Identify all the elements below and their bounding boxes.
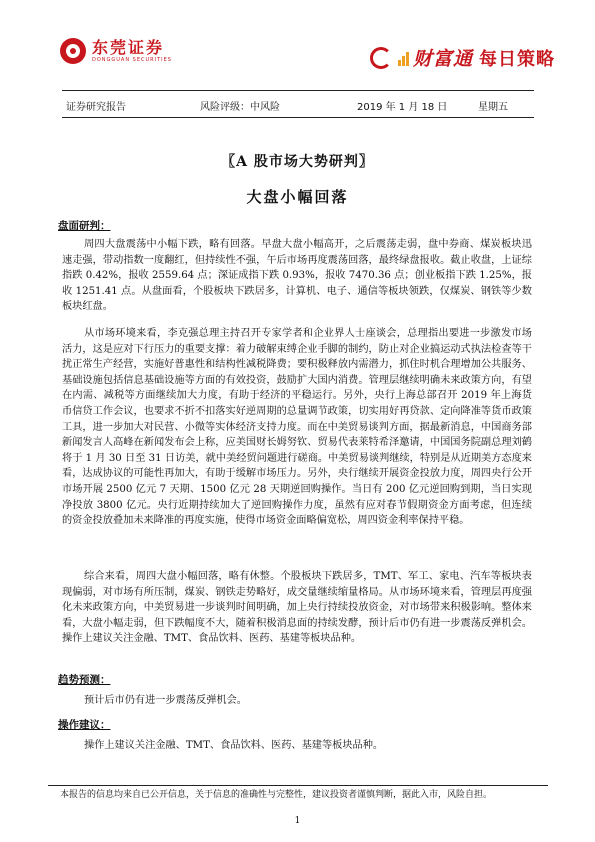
section-heading-trend: 趋势预测： — [58, 674, 111, 686]
caifutong-swoosh-icon — [370, 47, 392, 69]
report-date: 2019 年 1 月 18 日 — [357, 102, 448, 113]
caifutong-logo — [370, 44, 555, 71]
section-heading-review: 盘面研判： — [58, 220, 111, 232]
dongguan-securities-logo — [60, 38, 172, 64]
risk-rating: 风险评级：中风险 — [200, 102, 280, 113]
page-title: 〖A 股市场大势研判〗 — [221, 154, 374, 170]
trend-paragraph: 预计后市仍有进一步震荡反弹机会。 — [84, 695, 247, 706]
logo-name-cn: 东莞证券 — [92, 37, 165, 57]
section-heading-advice: 操作建议： — [58, 719, 111, 731]
caifutong-name: 财富通 — [412, 48, 473, 70]
header-bottom-rule — [62, 117, 534, 118]
report-weekday: 星期五 — [478, 102, 508, 113]
review-paragraph-2: 从市场环境来看，李克强总理主持召开专家学者和企业界人士座谈会，总理指出要进一步激发市场活力，这是应对下行压力的重要支撑：着力破解束缚企业手脚的制约，防止对企业搞运动式执法检查等干扰正常生产经营，实施好普惠性和结构性减税降费；要积极释放内需潜力，抓住时机合理增加公共服务、基础设施包括信息基础设施等方面的有效投资，鼓励扩大国内消费。管理层继续明确未来政策方向，有望在内需、减税等方面继续加大力度，有助于经济的平稳运行。另外，央行上海总部召开 2019 年上海货币信贷工作会议，也要求不折不扣落实好逆周期的总量调节政策，切实用好再贷款、定向降准等货币政策工具，进一步加大对民营、小微等实体经济支持力度。而在中美贸易谈判方面，据最新消息，中国商务部新闻发言人高峰在新闻发布会上称，应美国财长姆努钦、贸易代表莱特希泽邀请，中国国务院副总理刘鹤将于 1 月 30 日至 31 日访美，就中美经贸问题进行磋商。中美贸易谈判继续，特别是从近期美方态度来看，达成协议的可能性再加大，有助于缓解市场压力。另外，央行继续开展资金投放力度，周四央行公开市场开展 2500 亿元 7 天期、1500 亿元 28 天期逆回购操作。当日有 200 亿元逆回购到期，当日实现净投放 3800 亿元。央行近期持续加大了逆回购操作力度，虽然有应对春节假期资金方面考虑，但连续的资金投放叠加未来降准的再度实施，使得市场资金面略偏宽松，周四资金利率保持平稳。 — [62, 328, 532, 527]
bar-graph-icon — [398, 50, 409, 66]
review-paragraph-3: 综合来看，周四大盘小幅回落，略有休整。个股板块下跌居多，TMT、军工、家电、汽车等板块表现偏弱，对市场有所压制，煤炭、钢铁走势略好，成交量继续缩量格局。从市场环境来看，管理层再度强化未来政策方向，中美贸易进一步谈判时间明确，加上央行持续投放资金，对市场带来积极影响。整体来看，大盘小幅走弱，但下跌幅度不大，随着积极消息面的持续发酵，预计后市仍有进一步震荡反弹机会。操作上建议关注金融、TMT、食品饮料、医药、基建等板块品种。 — [62, 571, 532, 645]
report-type: 证券研究报告 — [66, 102, 126, 113]
header-top-rule — [62, 90, 534, 91]
daily-strategy-tag: 每日策略 — [479, 48, 555, 70]
dongguan-logo-icon — [60, 38, 86, 64]
review-paragraph-1: 周四大盘震荡中小幅下跌，略有回落。早盘大盘小幅高开，之后震荡走弱，盘中券商、煤炭板块迅速走强，带动指数一度翻红，但持续性不强，午后市场再度震荡回落，最终绿盘报收。截止收盘，上证综指跌 0.42%，报收 2559.64 点；深证成指下跌 0.93%，报收 7470.36 点；创业板指下跌 1.25%，报收 1251.41 点。从盘面看，个股板块下跌居多，计算机、电子、通信等板块领跌，仅煤炭、钢铁等少数板块红盘。 — [62, 239, 532, 313]
page-number: 1 — [294, 816, 301, 826]
footer-rule — [48, 785, 548, 786]
footer-disclaimer: 本报告的信息均来自已公开信息，关于信息的准确性与完整性，建议投资者谨慎判断，据此入市，风险自担。 — [60, 790, 493, 800]
logo-name-en: DONGGUAN SECURITIES — [92, 56, 172, 63]
page-subtitle: 大盘小幅回落 — [246, 188, 349, 206]
advice-paragraph: 操作上建议关注金融、TMT、食品饮料、医药、基建等板块品种。 — [84, 740, 384, 751]
